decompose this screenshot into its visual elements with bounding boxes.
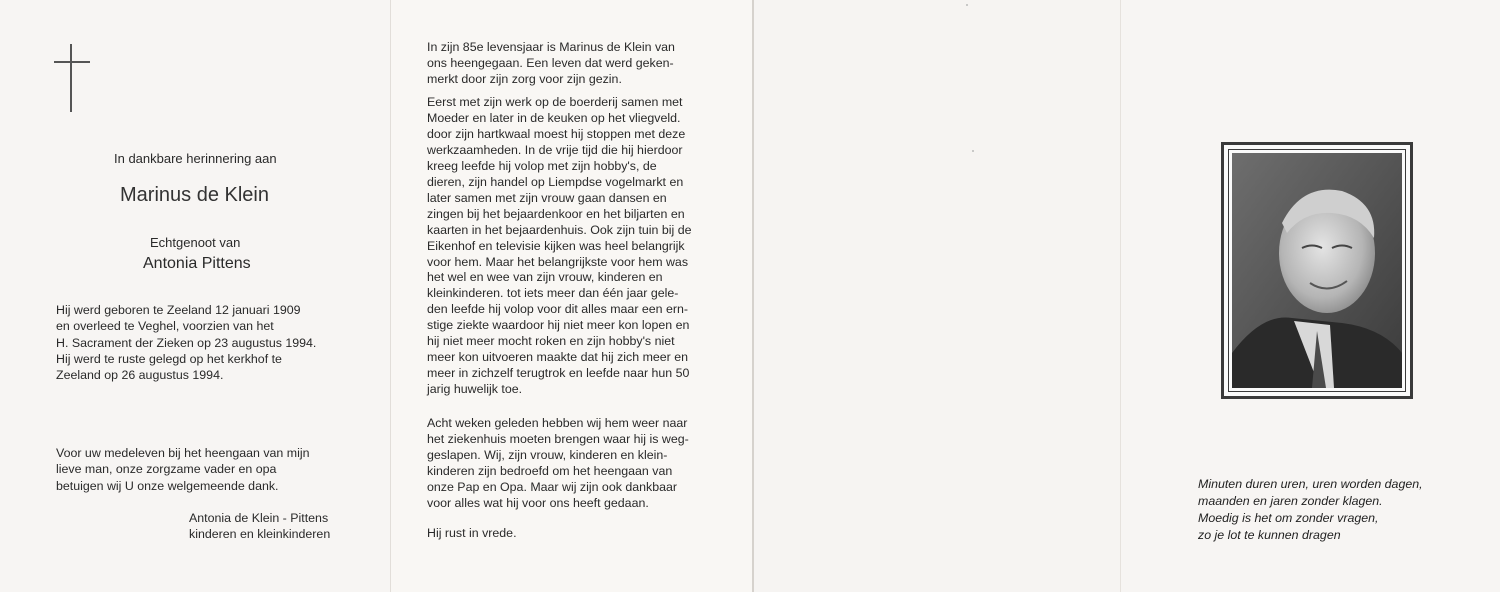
text-line: den leefde hij volop voor dit alles maar een ern- [427,302,689,317]
biography-line: Hij werd te ruste gelegd op het kerkhof te [56,351,282,366]
text-line: kaarten in het bejaardenhuis. Ook zijn tuin bij de [427,222,692,237]
text-line: werkzaamheden. In de vrije tijd die hij hierdoor [427,142,683,157]
text-line: zingen bij het bejaardenkoor en het biljarten en [427,206,685,221]
text-line: onze Pap en Opa. Maar wij zijn ook dankbaar [427,479,678,494]
biography-line: en overleed te Veghel, voorzien van het [56,319,274,334]
remembrance-intro: In dankbare herinnering aan [114,151,277,166]
spouse-label: Echtgenoot van [150,235,241,250]
thanks-line: betuigen wij U onze welgemeende dank. [56,478,279,493]
text-line: kreeg leefde hij volop met zijn hobby's, de [427,158,657,173]
text-line: stige ziekte waardoor hij niet meer kon lopen en [427,318,690,333]
text-line: merkt door zijn zorg voor zijn gezin. [427,71,622,86]
text-line: Eerst met zijn werk op de boerderij samen met [427,95,683,109]
poem-line: zo je lot te kunnen dragen [1198,528,1341,542]
deceased-name: Marinus de Klein [120,184,269,206]
text-line: ons heengegaan. Een leven dat werd geken- [427,55,674,70]
text-line: het ziekenhuis moeten brengen waar hij is weg- [427,431,689,446]
text-line: Hij rust in vrede. [427,526,517,540]
text-line: voor alles wat hij voor ons heeft gedaan. [427,495,649,510]
thanks-line: lieve man, onze zorgzame vader en opa [56,462,277,477]
text-line: meer in zichzelf terugtrok en leefde naar hun 50 [427,366,690,381]
spouse-name: Antonia Pittens [143,255,251,272]
paper-speck [972,150,974,152]
text-line: Eikenhof en televisie kijken was heel belangrijk [427,238,685,253]
text-line: voor hem. Maar het belangrijkste voor hem was [427,254,689,269]
poem-line: Minuten duren uren, uren worden dagen, [1198,477,1423,491]
text-line: In zijn 85e levensjaar is Marinus de Klein van [427,40,675,54]
text-line: geslapen. Wij, zijn vrouw, kinderen en klein- [427,447,668,462]
obituary-paragraph-2 [427,95,692,398]
poem-line: Moedig is het om zonder vragen, [1198,511,1379,525]
portrait-photo [1228,149,1406,392]
photo-panel [1120,0,1500,592]
blank-panel [752,0,1120,592]
signature-line: kinderen en kleinkinderen [189,527,331,542]
text-line: meer kon uitvoeren maakte dat hij zich meer en [427,350,689,365]
portrait-image [1232,153,1402,388]
text-line: kinderen zijn bedroefd om het heengaan van [427,463,673,478]
text-line: hij niet meer mocht roken en zijn hobby's niet [427,334,675,349]
biography-line: Zeeland op 26 augustus 1994. [56,368,224,383]
portrait-photo-frame [1221,142,1413,399]
text-line: Moeder en later in de keuken op het vliegveld. [427,110,681,125]
text-line: dieren, zijn handel op Liempdse vogelmarkt en [427,174,684,189]
biography-line: H. Sacrament der Zieken op 23 augustus 1994. [56,335,317,350]
obituary-text-panel [390,0,752,592]
text-line: later samen met zijn vrouw gaan dansen en [427,190,667,205]
text-line: door zijn hartkwaal moest hij stoppen met deze [427,126,686,141]
obituary-closing [427,526,517,542]
front-text-panel [0,0,390,592]
poem [1198,476,1423,544]
text-line: het wel en wee van zijn vrouw, kinderen en [427,270,663,285]
cross-icon [54,44,90,112]
text-line: kleinkinderen. tot iets meer dan één jaar gele- [427,286,679,301]
text-line: Acht weken geleden hebben wij hem weer naar [427,416,688,430]
thanks-block [56,445,310,494]
thanks-line: Voor uw medeleven bij het heengaan van mijn [56,446,310,460]
biography-block [56,302,316,383]
poem-line: maanden en jaren zonder klagen. [1198,494,1383,508]
paper-speck [966,4,968,6]
signature-line: Antonia de Klein - Pittens [189,511,329,525]
biography-line: Hij werd geboren te Zeeland 12 januari 1909 [56,303,301,317]
signature-block [189,510,330,543]
obituary-paragraph-1 [427,40,675,88]
text-line: jarig huwelijk toe. [427,382,523,397]
obituary-paragraph-3 [427,416,689,512]
